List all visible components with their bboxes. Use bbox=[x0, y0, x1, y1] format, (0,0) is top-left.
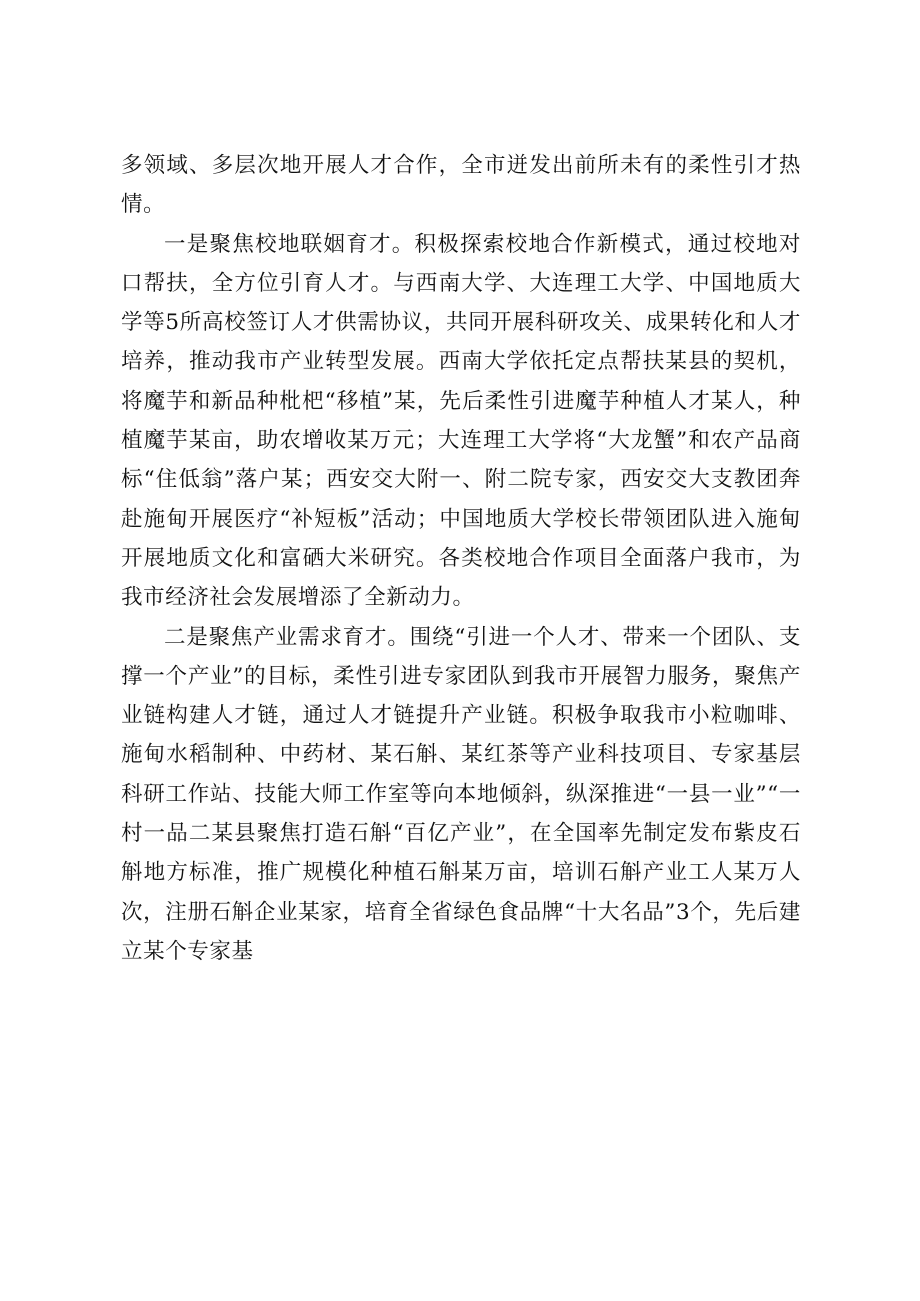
paragraph-industry-demand: 二是聚焦产业需求育才。围绕“引进一个人才、带来一个团队、支撑一个产业”的目标，柔性引进专家团队到我市开展智力服务，聚焦产业链构建人才链，通过人才链提升产业链。积极争取我市小粒咖啡、施甸水稻制种、中药材、某石斛、某红茶等产业科技项目、专家基层科研工作站、技能大师工作室等向本地倾斜，纵深推进“一县一业”“一村一品二某县聚焦打造石斛“百亿产业”，在全国率先制定发布紫皮石斛地方标准，推广规模化种植石斛某万亩，培训石斛产业工人某万人次，注册石斛企业某家，培育全省绿色食品牌“十大名品”3个，先后建立某个专家基 bbox=[121, 624, 801, 964]
document-body bbox=[121, 146, 801, 971]
paragraph-continuation: 多领域、多层次地开展人才合作，全市迸发出前所未有的柔性引才热情。 bbox=[121, 153, 801, 218]
paragraph-school-local-cooperation: 一是聚焦校地联姻育才。积极探索校地合作新模式，通过校地对口帮扶，全方位引育人才。与西南大学、大连理工大学、中国地质大学等5所高校签订人才供需协议，共同开展科研攻关、成果转化和人才培养，推动我市产业转型发展。西南大学依托定点帮扶某县的契机，将魔芋和新品种枇杷“移植”某，先后柔性引进魔芋种植人才某人，种植魔芋某亩，助农增收某万元；大连理工大学将“大龙蟹”和农产品商标“住低翁”落户某；西安交大附一、附二院专家，西安交大支教团奔赴施甸开展医疗“补短板”活动；中国地质大学校长带领团队进入施甸开展地质文化和富硒大米研究。各类校地合作项目全面落户我市，为我市经济社会发展增添了全新动力。 bbox=[121, 231, 801, 611]
